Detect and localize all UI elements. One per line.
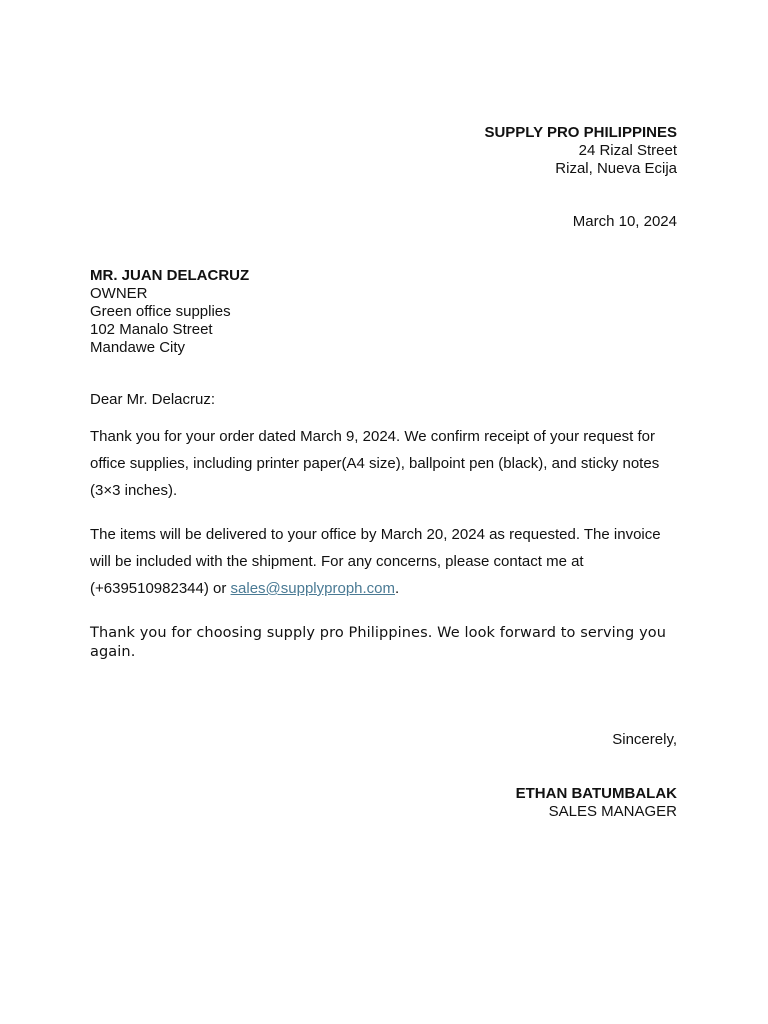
letter-date: March 10, 2024: [572, 213, 677, 230]
recipient-name: MR. JUAN DELACRUZ: [90, 267, 250, 284]
body-paragraph-2: [90, 521, 680, 602]
body-paragraph-1: Thank you for your order dated March 9, 2024. We confirm receipt of your request for office supplies, including printer paper(A4 size), ballpoint pen (black), and sticky notes (3×3 inches).: [90, 428, 660, 499]
salutation: Dear Mr. Delacruz:: [90, 391, 216, 408]
signer-title: SALES MANAGER: [548, 803, 677, 820]
email-link[interactable]: sales@supplyproph.com: [230, 580, 396, 597]
sender-address-block: [484, 124, 677, 178]
sender-street: 24 Rizal Street: [578, 142, 677, 159]
closing-text: Sincerely,: [612, 731, 677, 748]
letter-date-block: [573, 213, 677, 231]
recipient-title: OWNER: [90, 285, 148, 302]
closing-block: [612, 731, 677, 749]
signature-block: [516, 785, 677, 821]
recipient-city: Mandawe City: [90, 339, 186, 356]
recipient-address-block: [90, 267, 249, 357]
body-paragraph-2-text: The items will be delivered to your office by March 20, 2024 as requested. The invoice will be included with the shipment. For any concerns, please contact me at (+639510982344) or: [90, 526, 661, 597]
recipient-street: 102 Manalo Street: [90, 321, 213, 338]
sender-city: Rizal, Nueva Ecija: [555, 160, 677, 177]
signer-name: ETHAN BATUMBALAK: [515, 785, 677, 802]
recipient-company: Green office supplies: [90, 303, 231, 320]
salutation-block: [90, 391, 215, 409]
sender-company: SUPPLY PRO PHILIPPINES: [484, 124, 677, 141]
body-paragraph-2-end: .: [395, 580, 400, 597]
body-paragraph-3: Thank you for choosing supply pro Philippines. We look forward to serving you again.: [90, 625, 667, 660]
